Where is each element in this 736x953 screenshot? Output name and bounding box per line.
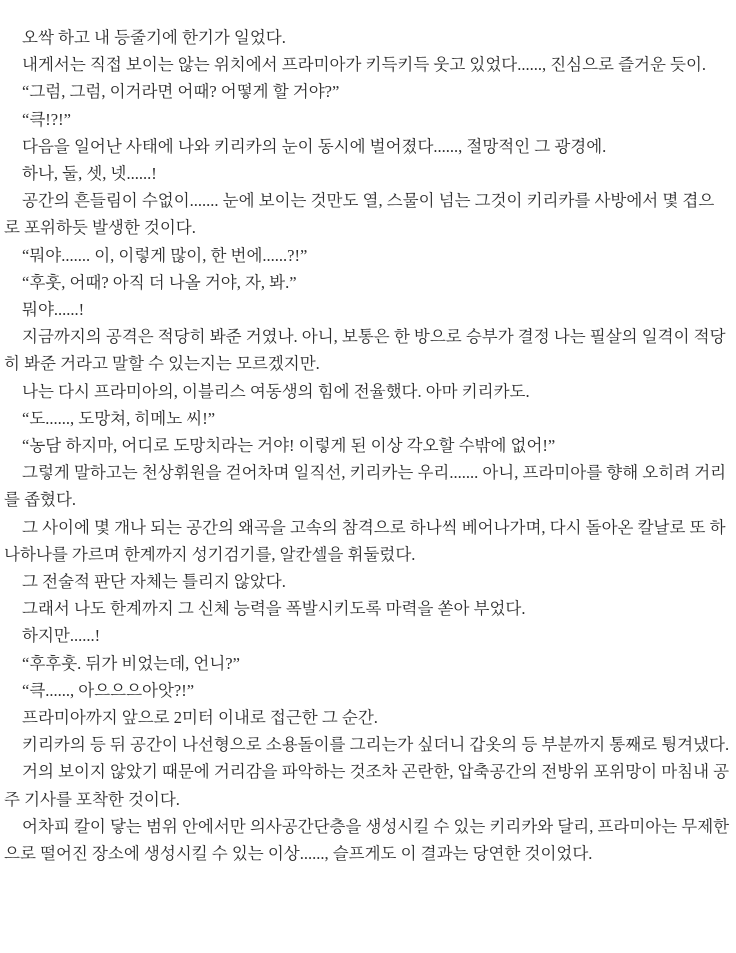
paragraph: 오싹 하고 내 등줄기에 한기가 일었다. bbox=[22, 28, 286, 47]
paragraph: 다음을 일어난 사태에 나와 키리카의 눈이 동시에 벌어졌다......, 절망적인 그 광경에. bbox=[22, 136, 607, 156]
paragraph-dialogue: “그럼, 그럼, 이거라면 어때? 어떻게 할 거야?” bbox=[22, 82, 340, 102]
paragraph-dialogue: “후훗, 어때? 아직 더 나올 거야, 자, 봐.” bbox=[22, 272, 297, 292]
paragraph: 뭐야......! bbox=[22, 300, 85, 320]
paragraph-dialogue: “뭐야....... 이, 이렇게 많이, 한 번에......?!” bbox=[22, 245, 308, 265]
paragraph: 하나, 둘, 셋, 넷......! bbox=[22, 164, 157, 184]
paragraph: 내게서는 직접 보이는 않는 위치에서 프라미아가 키득키득 웃고 있었다......, 진심으로 즐거운 듯이. bbox=[22, 55, 707, 75]
paragraph: 지금까지의 공격은 적당히 봐준 거였나. 아니, 보통은 한 방으로 승부가 결정 나는 필살의 일격이 적당히 봐준 거라고 말할 수 있는지는 모르겠지만. bbox=[4, 327, 726, 374]
paragraph: 나는 다시 프라미아의, 이블리스 여동생의 힘에 전율했다. 아마 키리카도. bbox=[22, 381, 530, 401]
paragraph: 어차피 칼이 닿는 범위 안에서만 의사공간단층을 생성시킬 수 있는 키리카와 달리, 프라미아는 무제한으로 떨어진 장소에 생성시킬 수 있는 이상......, 슬프게도 이 결과는 당연한 것이었다. bbox=[4, 816, 730, 864]
paragraph-dialogue: “큭......, 아으으으아앗?!” bbox=[22, 680, 195, 700]
paragraph-dialogue: “농담 하지마, 어디로 도망치라는 거야! 이렇게 된 이상 각오할 수밖에 없어!” bbox=[22, 436, 556, 456]
paragraph: 키리카의 등 뒤 공간이 나선형으로 소용돌이를 그리는가 싶더니 갑옷의 등 부분까지 통째로 튕겨냈다. bbox=[22, 735, 730, 755]
paragraph-dialogue: “도......, 도망쳐, 히메노 씨!” bbox=[22, 408, 216, 428]
paragraph-dialogue: “후후훗. 뒤가 비었는데, 언니?” bbox=[22, 653, 240, 673]
paragraph-dialogue: “큭!?!” bbox=[22, 109, 71, 129]
paragraph: 그렇게 말하고는 천상휘원을 걷어차며 일직선, 키리카는 우리....... 아니, 프라미아를 향해 오히려 거리를 좁혔다. bbox=[4, 463, 727, 510]
paragraph: 공간의 흔들림이 수없이....... 눈에 보이는 것만도 열, 스물이 넘는 그것이 키리카를 사방에서 몇 겹으로 포위하듯 발생한 것이다. bbox=[4, 191, 715, 238]
paragraph: 하지만......! bbox=[22, 626, 101, 646]
paragraph: 거의 보이지 않았기 때문에 거리감을 파악하는 것조차 곤란한, 압축공간의 전방위 포위망이 마침내 공주 기사를 포착한 것이다. bbox=[4, 762, 730, 809]
paragraph: 그래서 나도 한계까지 그 신체 능력을 폭발시키도록 마력을 쏟아 부었다. bbox=[22, 599, 526, 619]
paragraph: 그 사이에 몇 개나 되는 공간의 왜곡을 고속의 참격으로 하나씩 베어나가며, 다시 돌아온 칼날로 또 하나하나를 가르며 한계까지 성기검기를, 알칸셀을 휘둘렀다. bbox=[4, 517, 726, 564]
paragraph: 프라미아까지 앞으로 2미터 이내로 접근한 그 순간. bbox=[22, 708, 378, 728]
paragraph: 그 전술적 판단 자체는 틀리지 않았다. bbox=[22, 572, 286, 592]
